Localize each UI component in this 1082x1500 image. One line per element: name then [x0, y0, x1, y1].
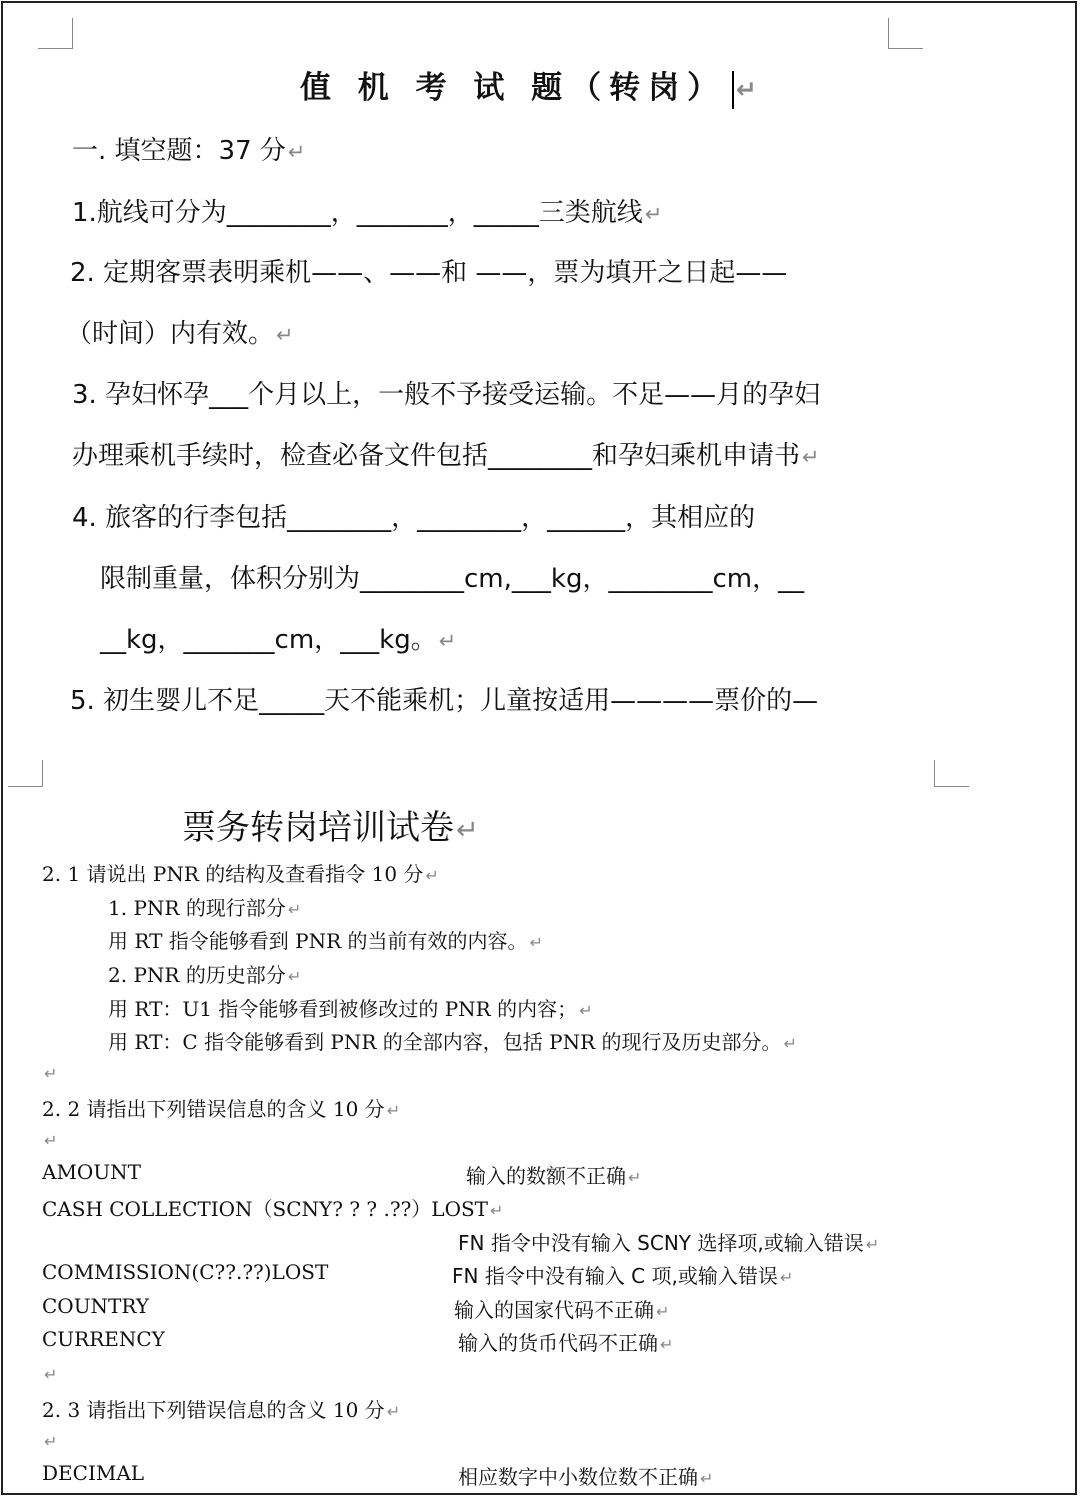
- error-meaning: 相应数字中小数位数不正确 ↵: [458, 1465, 714, 1489]
- error-code: AMOUNT: [42, 1160, 142, 1184]
- question-line: 5. 初生婴儿不足_____天不能乘机；儿童按适用————票价的—: [70, 686, 819, 716]
- paragraph-mark: ↵: [44, 1365, 58, 1384]
- text-cursor: [732, 71, 734, 109]
- error-meaning: FN 指令中没有输入 C 项,或输入错误 ↵: [452, 1264, 794, 1288]
- question-line: （时间）内有效。↵: [66, 319, 294, 349]
- error-meaning: 输入的数额不正确 ↵: [466, 1164, 642, 1188]
- error-code: DECIMAL: [42, 1461, 145, 1485]
- error-meaning: FN 指令中没有输入 SCNY 选择项,或输入错误 ↵: [458, 1231, 880, 1255]
- error-code: COUNTRY: [42, 1294, 150, 1318]
- answer-line: 用 RT 指令能够看到 PNR 的当前有效的内容。 ↵: [108, 929, 543, 953]
- answer-line: 1. PNR 的现行部分 ↵: [108, 896, 302, 920]
- exam-page-2: [0, 760, 1082, 1495]
- question-line: 办理乘机手续时，检查必备文件包括________和孕妇乘机申请书↵: [72, 441, 820, 471]
- error-code: CURRENCY: [42, 1327, 165, 1351]
- question-heading: 2. 1 请说出 PNR 的结构及查看指令 10 分 ↵: [42, 862, 439, 886]
- page-title: 票务转岗培训试卷↵: [182, 808, 479, 848]
- error-meaning: 输入的国家代码不正确 ↵: [454, 1298, 670, 1322]
- crop-mark: [934, 760, 969, 787]
- exam-page-1: [0, 0, 1082, 744]
- error-code: CASH COLLECTION（SCNY? ? ? .??）LOST ↵: [42, 1197, 504, 1221]
- section-heading: 一. 填空题：37 分↵: [72, 136, 306, 166]
- error-meaning: 输入的货币代码不正确 ↵: [458, 1331, 674, 1355]
- paragraph-mark: ↵: [44, 1064, 58, 1083]
- question-line: 4. 旅客的行李包括________，________，______，其相应的: [72, 503, 756, 533]
- question-line: 1.航线可分为________，_______，_____三类航线↵: [72, 198, 663, 228]
- answer-line: 用 RT：U1 指令能够看到被修改过的 PNR 的内容； ↵: [108, 997, 593, 1021]
- question-line: 限制重量，体积分别为________cm,___kg，________cm，__: [100, 564, 805, 594]
- page-title: 值 机 考 试 题（转岗） ↵: [300, 62, 765, 109]
- question-line: __kg，_______cm，___kg。↵: [100, 625, 457, 655]
- crop-mark: [8, 760, 43, 787]
- error-code: COMMISSION(C??.??)LOST: [42, 1260, 329, 1284]
- question-heading: 2. 2 请指出下列错误信息的含义 10 分 ↵: [42, 1097, 401, 1121]
- question-line: 2. 定期客票表明乘机——、——和 ——，票为填开之日起——: [70, 258, 788, 288]
- paragraph-mark: ↵: [44, 1432, 58, 1451]
- question-line: 3. 孕妇怀孕___个月以上，一般不予接受运输。不足——月的孕妇: [72, 380, 821, 410]
- answer-line: 2. PNR 的历史部分 ↵: [108, 963, 302, 987]
- answer-line: 用 RT：C 指令能够看到 PNR 的全部内容，包括 PNR 的现行及历史部分。 ↵: [108, 1030, 797, 1054]
- question-heading: 2. 3 请指出下列错误信息的含义 10 分 ↵: [42, 1398, 401, 1422]
- crop-mark: [888, 18, 923, 49]
- crop-mark: [38, 18, 73, 49]
- paragraph-mark: ↵: [44, 1131, 58, 1150]
